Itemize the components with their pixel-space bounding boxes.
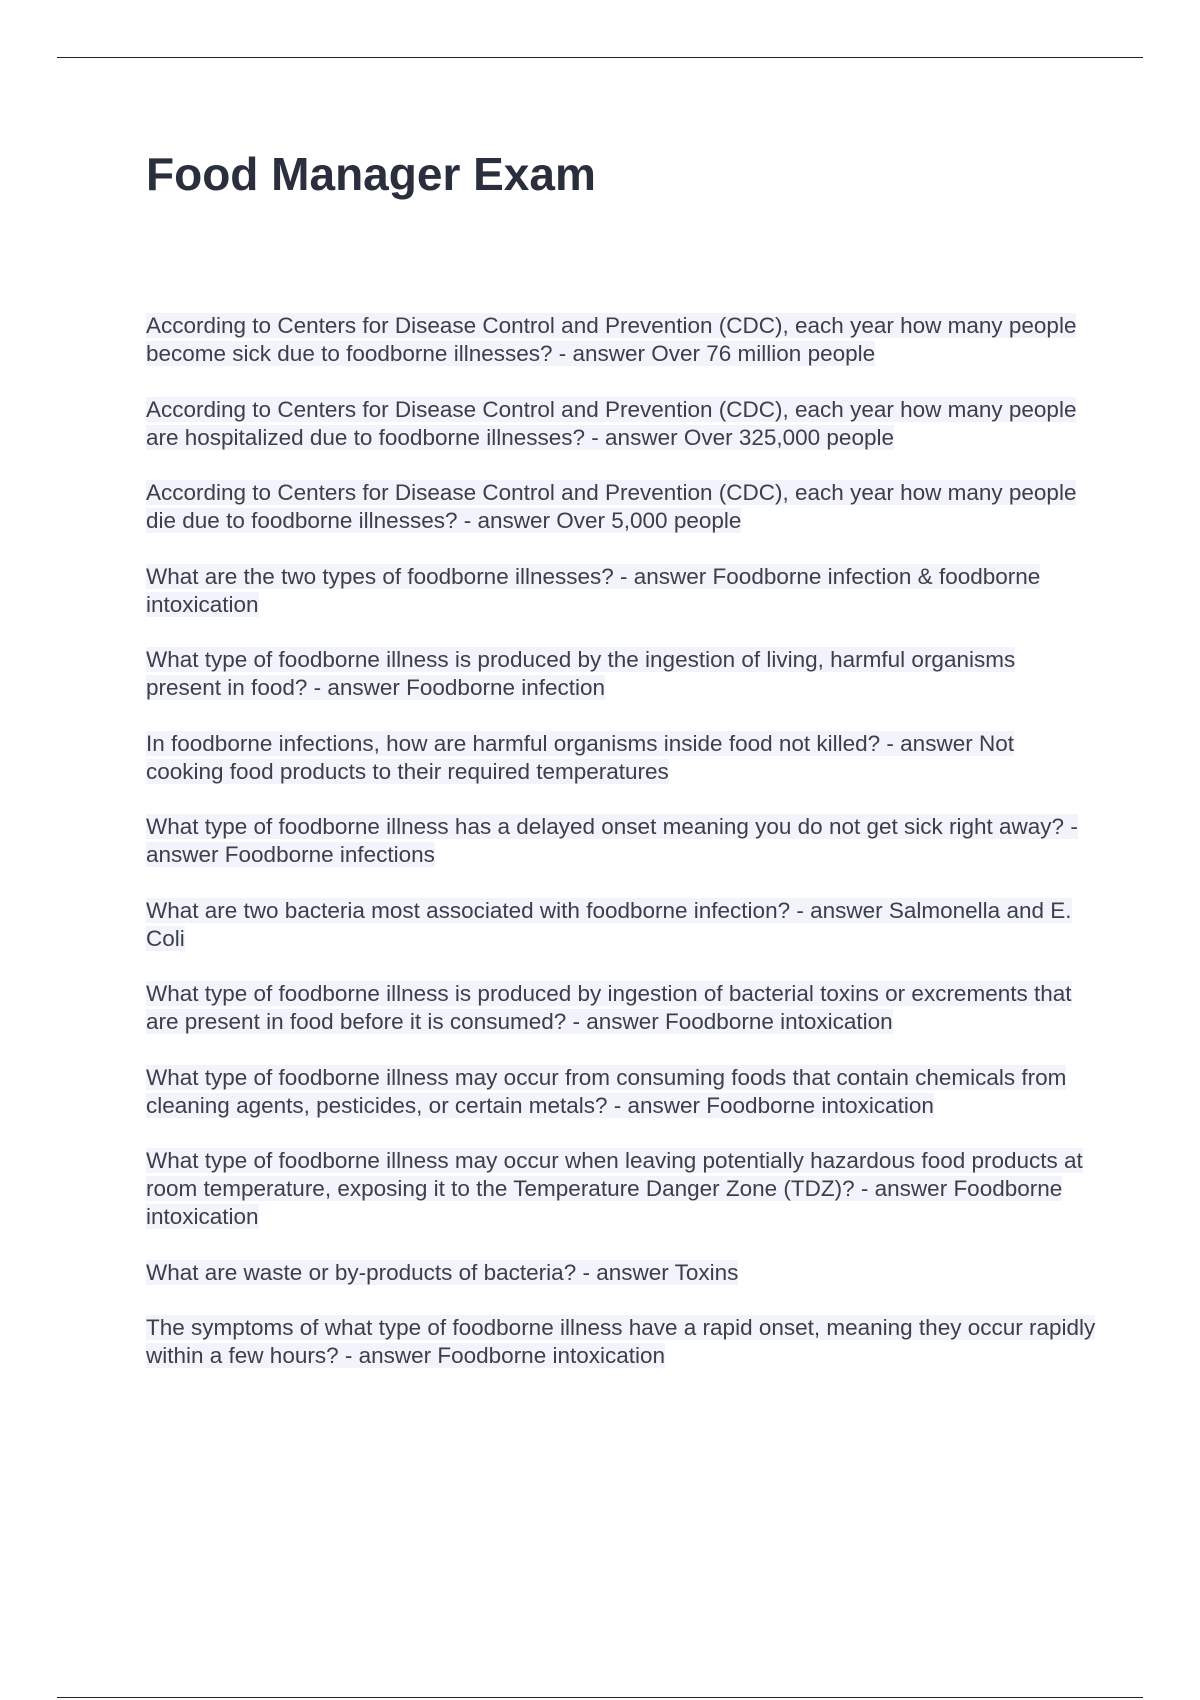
- qa-text: What are waste or by-products of bacteria? - answer Toxins: [146, 1259, 739, 1285]
- qa-item: [146, 1259, 1096, 1287]
- qa-item: [146, 563, 1096, 619]
- qa-item: [146, 312, 1096, 368]
- qa-text: What type of foodborne illness is produced by the ingestion of living, harmful organisms present in food? - answer Foodborne infection: [146, 647, 1016, 700]
- qa-text: In foodborne infections, how are harmful organisms inside food not killed? - answer Not cooking food products to their required temperatures: [146, 730, 1014, 784]
- qa-text: What are two bacteria most associated with foodborne infection? - answer Salmonella and E. Coli: [146, 897, 1072, 951]
- qa-item: [146, 813, 1096, 869]
- qa-item: [146, 1147, 1096, 1231]
- qa-item: [146, 479, 1096, 535]
- qa-list: [146, 312, 1096, 1398]
- qa-text: The symptoms of what type of foodborne illness have a rapid onset, meaning they occur rapidly within a few hours? - answer Foodborne intoxication: [146, 1315, 1096, 1368]
- page-title: Food Manager Exam: [146, 148, 596, 200]
- qa-text: What type of foodborne illness is produced by ingestion of bacterial toxins or excrements that are present in food before it is consumed? - answer Foodborne intoxication: [146, 981, 1072, 1034]
- qa-item: [146, 730, 1096, 786]
- qa-text: According to Centers for Disease Control and Prevention (CDC), each year how many people are hospitalized due to foodborne illnesses? - answer Over 325,000 people: [146, 396, 1077, 450]
- qa-item: [146, 1314, 1096, 1370]
- qa-item: [146, 1064, 1096, 1120]
- qa-item: [146, 646, 1096, 702]
- qa-item: [146, 897, 1096, 953]
- qa-text: According to Centers for Disease Control and Prevention (CDC), each year how many people die due to foodborne illnesses? - answer Over 5,000 people: [146, 480, 1077, 533]
- top-divider: [57, 57, 1143, 58]
- qa-text: According to Centers for Disease Control and Prevention (CDC), each year how many people become sick due to foodborne illnesses? - answer Over 76 million people: [146, 313, 1077, 366]
- bottom-divider: [57, 1697, 1143, 1698]
- qa-text: What are the two types of foodborne illnesses? - answer Foodborne infection & foodborne intoxication: [146, 563, 1041, 617]
- qa-text: What type of foodborne illness has a delayed onset meaning you do not get sick right away? - answer Foodborne infections: [146, 814, 1078, 867]
- qa-text: What type of foodborne illness may occur when leaving potentially hazardous food products at room temperature, exposing it to the Temperature Danger Zone (TDZ)? - answer Foodborne intoxication: [146, 1148, 1083, 1229]
- qa-item: [146, 980, 1096, 1036]
- qa-text: What type of foodborne illness may occur from consuming foods that contain chemicals from cleaning agents, pesticides, or certain metals? - answer Foodborne intoxication: [146, 1064, 1067, 1118]
- qa-item: [146, 396, 1096, 452]
